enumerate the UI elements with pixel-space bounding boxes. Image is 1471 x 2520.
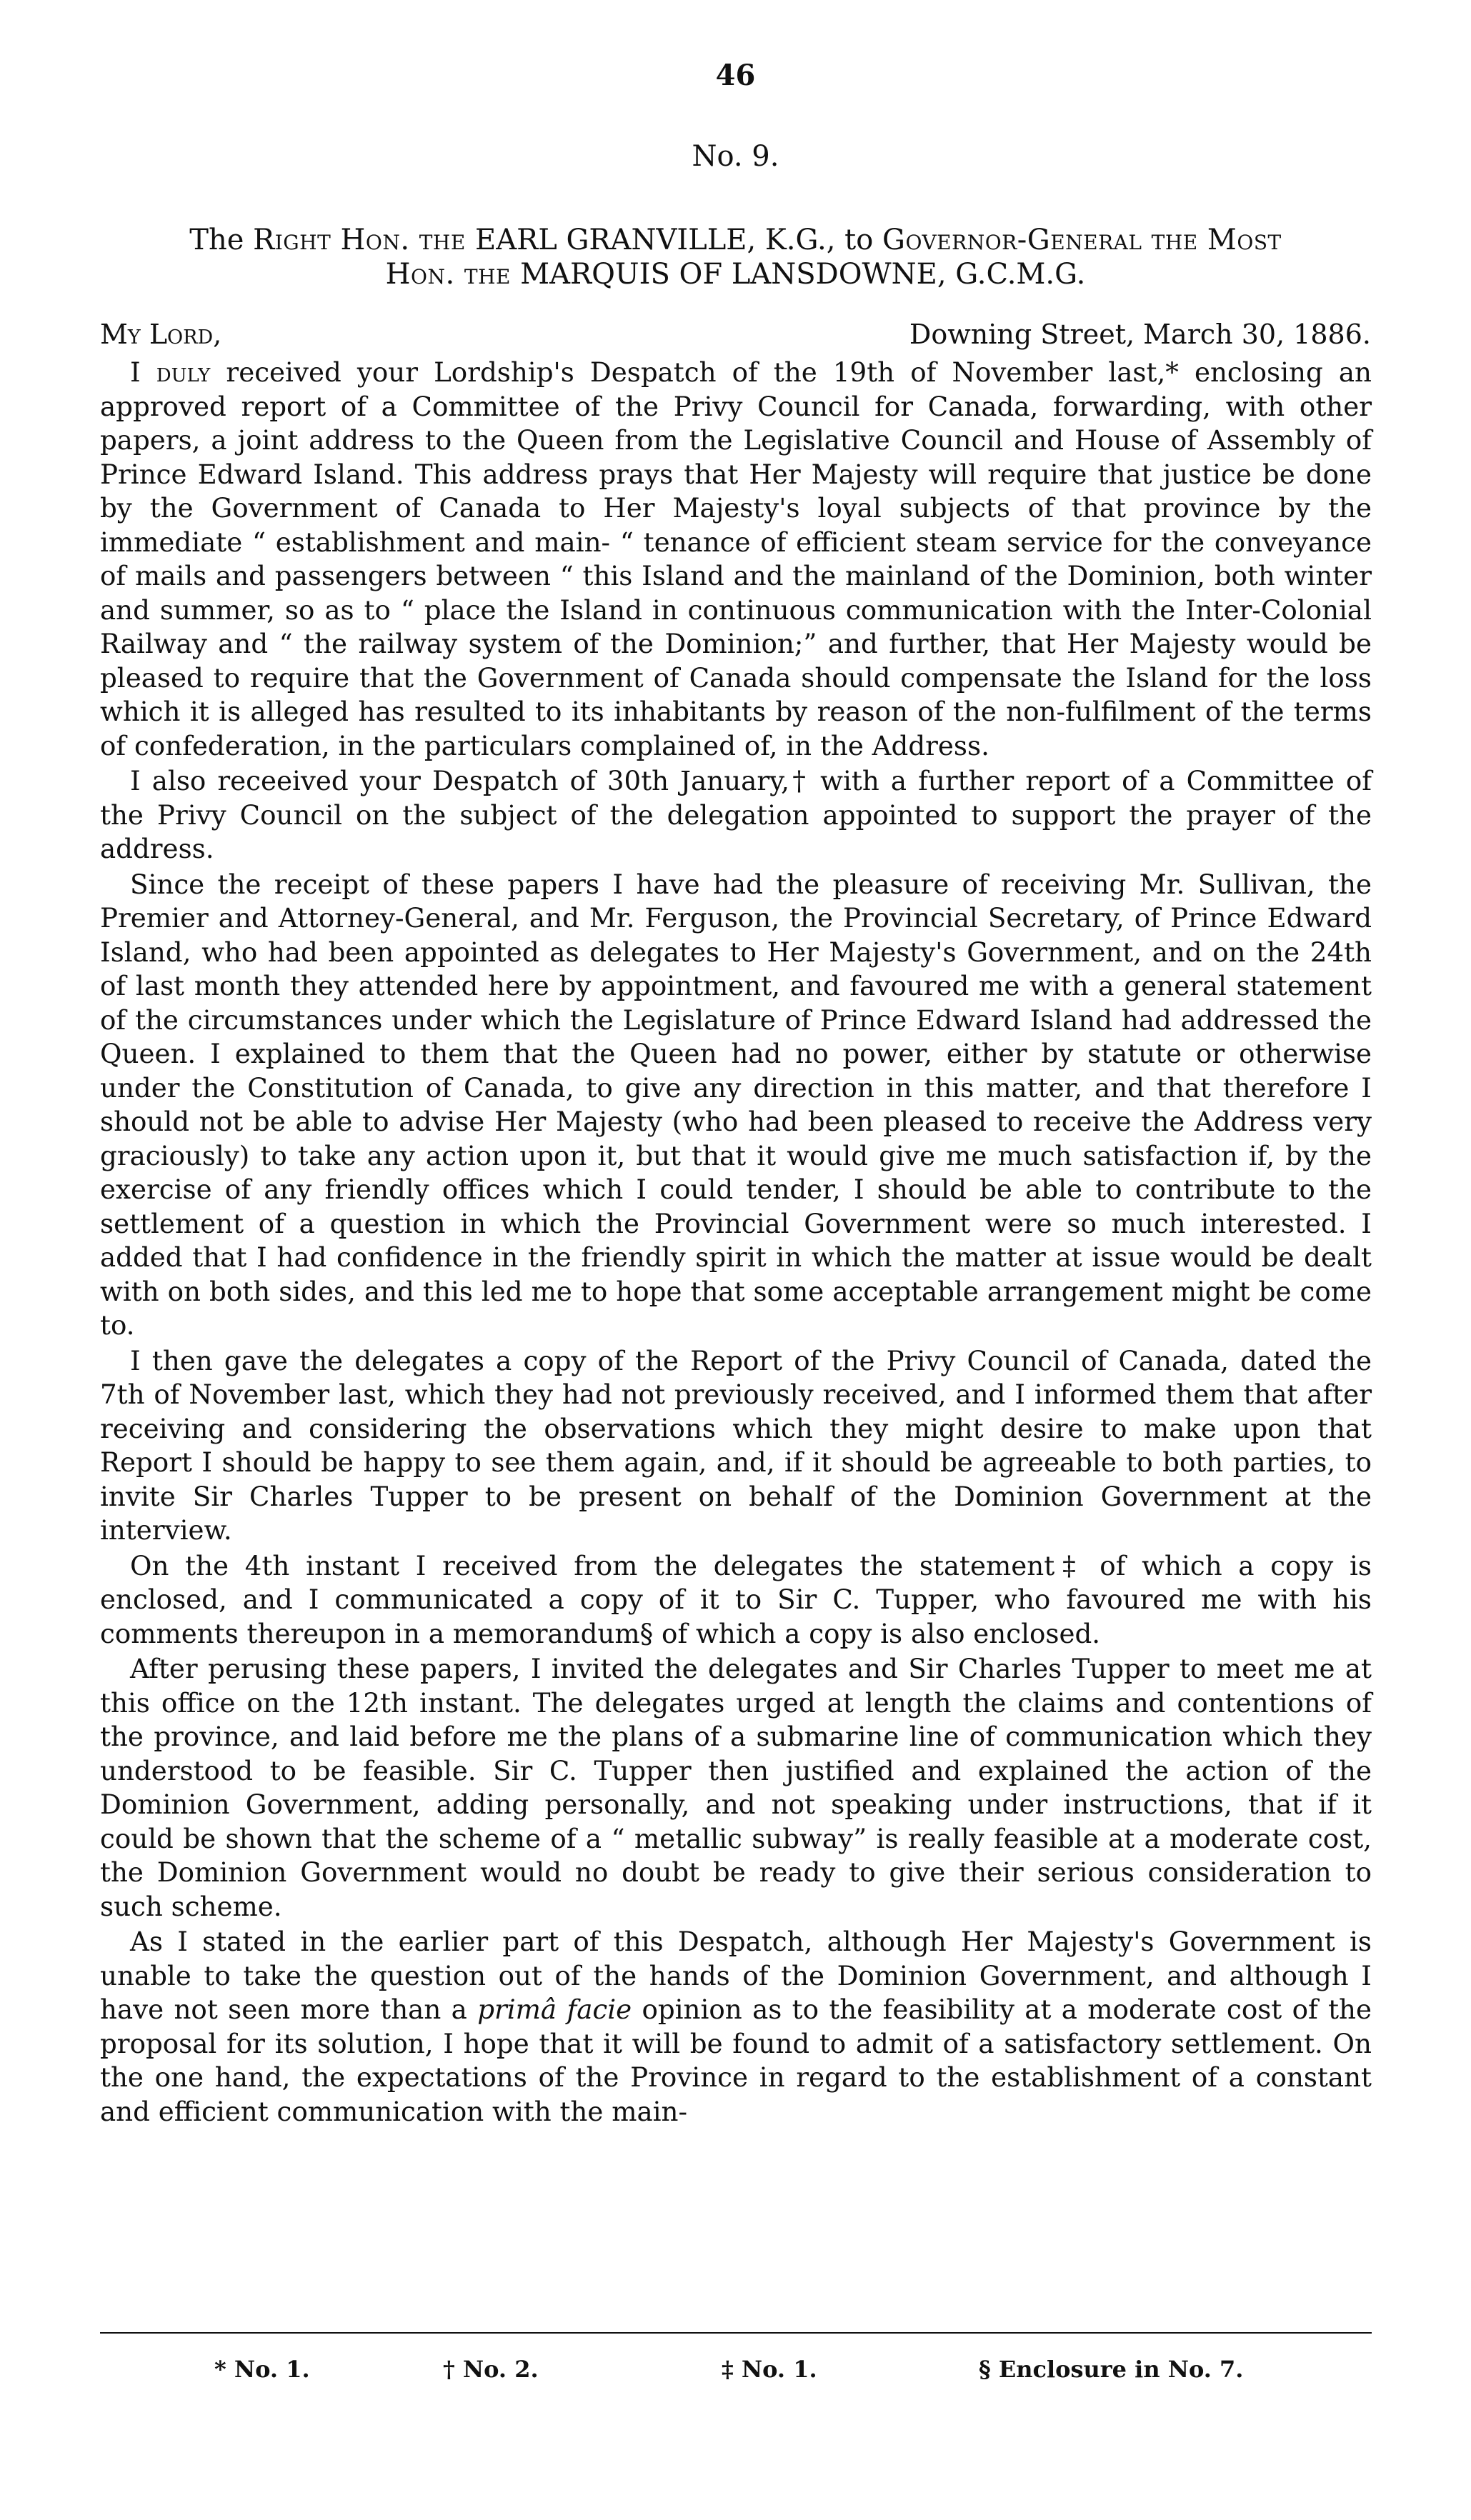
paragraph-2: I also receeived your Despatch of 30th January,† with a further report of a Committee of the Privy Council on the subject of the delegation appointed to support the prayer of the address.	[100, 765, 1372, 864]
salutation: My Lord,	[100, 319, 222, 350]
letter-body	[100, 356, 1372, 2130]
footnote-2: † No. 2.	[443, 2356, 539, 2383]
paragraph-7-italic: primâ facie	[477, 1994, 632, 2025]
footnote-3: ‡ No. 1.	[722, 2356, 817, 2383]
title-office: Governor-General the Most	[882, 224, 1282, 256]
footnote-4: § Enclosure in No. 7.	[979, 2356, 1244, 2383]
paragraph-1	[100, 356, 1372, 763]
footnote-rule	[100, 2332, 1372, 2334]
paragraph-3: Since the receipt of these papers I have had the pleasure of receiving Mr. Sullivan, the Premier and Attorney-General, and Mr. Ferguson, the Provincial Secretary, of Prince Edward Island, who had been appointed as delegates to Her Majesty's Government, and on the 24th of last month they attended here by appointment, and favoured me with a general statement of the circumstances under which the Legislature of Prince Edward Island had addressed the Queen. I explained to them that the Queen had no power, either by statute or otherwise under the Constitution of Canada, to give any direction in this matter, and that therefore I should not be able to advise Her Majesty (who had been pleased to receive the Address very graciously) to take any action upon it, but that it would give me much satisfaction if, by the exercise of any friendly offices which I could tender, I should be able to contribute to the settlement of a question in which the Provincial Government were so much interested. I added that I had confidence in the friendly spirit in which the matter at issue would be dealt with on both sides, and this led me to hope that some acceptable arrangement might be come to.	[100, 868, 1372, 1341]
paragraph-1-text: received your Lordship's Despatch of the 19th of November last,* enclosing an approved report of a Committee of the Privy Council for Canada, forwarding, with other papers, a joint address to the Queen from the Legislative Council and House of Assembly of Prince Edward Island. This address prays that Her Majesty will require that justice be done by the Government of Canada to Her Majesty's loyal subjects of that province by the immediate “ establishment and main- “ tenance of efficient steam service for the conveyance of mails and passengers between “ this Island and the mainland of the Dominion, both winter and summer, so as to “ place the Island in continuous communication with the Inter-Colonial Railway and “ the railway system of the Dominion;” and further, that Her Majesty would be pleased to require that the Government of Canada should compensate the Island for the loss which it is alleged has resulted to its inhabitants by reason of the non-fulfilment of the terms of confederation, in the particulars complained of, in the Address.	[100, 356, 1372, 761]
document-number: No. 9.	[692, 140, 779, 173]
document-title	[100, 223, 1371, 291]
paragraph-5: On the 4th instant I received from the delegates the statement‡ of which a copy is enclosed, and I communicated a copy of it to Sir C. Tupper, who favoured me with his comments thereupon in a memorandum§ of which a copy is also enclosed.	[100, 1549, 1372, 1649]
footnote-1: * No. 1.	[214, 2356, 310, 2383]
title-rank: Right Hon. the	[253, 224, 475, 256]
title-sender: EARL GRANVILLE, K.G., to	[475, 224, 883, 256]
paragraph-4: I then gave the delegates a copy of the Report of the Privy Council of Canada, dated the 7th of November last, which they had not previously received, and I informed them that after receiving and considering the observations which they might desire to make upon that Report I should be happy to see them again, and, if it should be agreeable to both parties, to invite Sir Charles Tupper to be present on behalf of the Dominion Government at the interview.	[100, 1344, 1372, 1546]
paragraph-7	[100, 1925, 1372, 2129]
footnotes	[0, 2356, 1471, 2391]
title-rank-2: Hon. the	[385, 258, 521, 291]
page-number: 46	[715, 59, 756, 92]
paragraph-6: After perusing these papers, I invited the delegates and Sir Charles Tupper to meet me at this office on the 12th instant. The delegates urged at length the claims and contentions of the province, and laid before me the plans of a submarine line of communication which they understood to be feasible. Sir C. Tupper then justified and explained the action of the Dominion Government, adding personally, and not speaking under instructions, that if it could be shown that the scheme of a “ metallic subway” is really feasible at a moderate cost, the Dominion Government would no doubt be ready to give their serious consideration to such scheme.	[100, 1653, 1372, 1922]
paragraph-opener: I duly	[130, 356, 211, 388]
dateline: Downing Street, March 30, 1886.	[909, 319, 1371, 350]
paragraph-7-text-b: opinion as to the feasibility at a moderate cost of the proposal for its solution, I hope that it will be found to admit of a satisfactory settlement. On the one hand, the expectations of the Province in regard to the establishment of a constant and efficient communication with the main-	[100, 1994, 1372, 2127]
paragraph-7-text-a: As I stated in the earlier part of this Despatch, although Her Majesty's Government is unable to take the question out of the hands of the Dominion Government, and although I have not seen more than a	[100, 1926, 1372, 2025]
title-recipient: MARQUIS OF LANSDOWNE, G.C.M.G.	[520, 258, 1086, 291]
title-prefix: The	[189, 224, 254, 256]
